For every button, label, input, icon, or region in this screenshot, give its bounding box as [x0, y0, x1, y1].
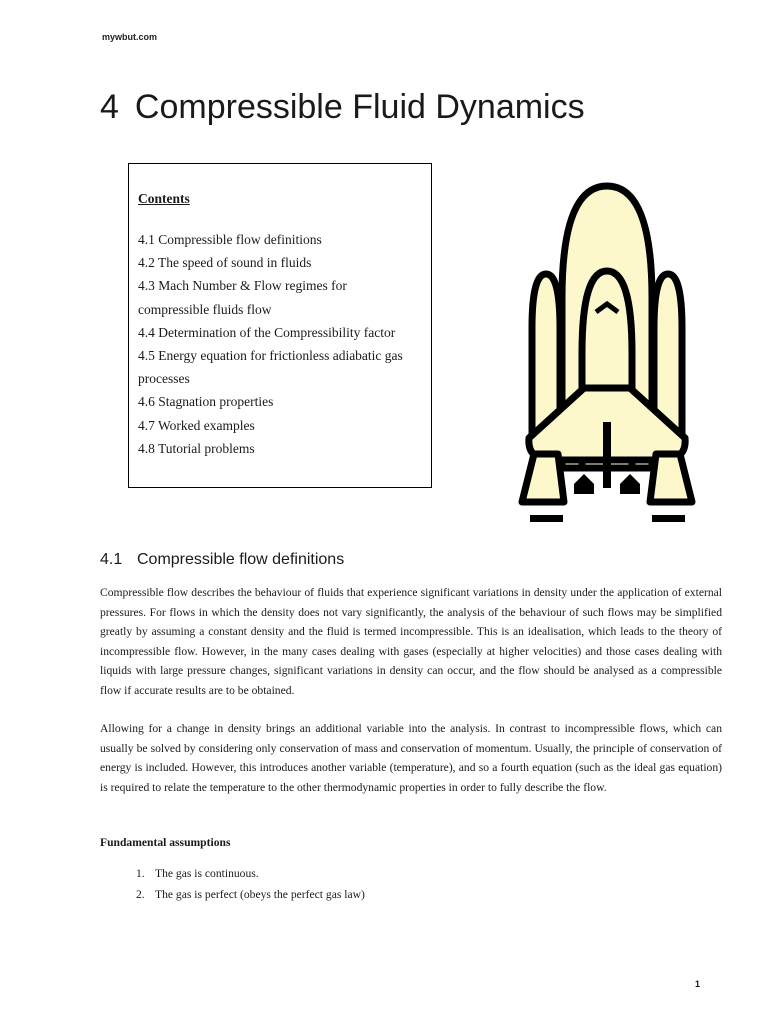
paragraph: Allowing for a change in density brings an additional variable into the analysis. In contrast to incompressible flows, which can usually be solved by considering only conservation of mass and conservation of momentum. Usually, the principle of conservation of energy is included. However, this introduces another variable (temperature), and so a fourth equation (such as the ideal gas equation) is required to relate the temperature to the other thermodynamic properties in order to fully describe the flow.	[100, 722, 722, 794]
subheading: Fundamental assumptions	[100, 836, 231, 849]
list-item	[136, 885, 365, 906]
chapter-number: 4	[100, 88, 119, 126]
contents-item: compressible fluids flow	[138, 301, 272, 317]
contents-box	[128, 163, 432, 488]
page-number: 1	[695, 979, 701, 989]
space-shuttle-icon	[512, 178, 702, 528]
contents-heading: Contents	[138, 191, 190, 206]
contents-item: 4.2 The speed of sound in fluids	[138, 255, 312, 271]
contents-list	[138, 228, 419, 460]
site-name: mywbut.com	[102, 32, 158, 42]
contents-item: 4.5 Energy equation for frictionless adiabatic gas	[138, 348, 403, 364]
chapter-title-text: Compressible Fluid Dynamics	[134, 88, 585, 126]
list-item-number: 1.	[136, 867, 145, 880]
contents-item: 4.6 Stagnation properties	[138, 394, 274, 410]
list-item	[136, 864, 365, 885]
contents-item: 4.7 Worked examples	[138, 417, 255, 433]
list-item-text: The gas is perfect (obeys the perfect gas law)	[155, 887, 365, 901]
list-item-number: 2.	[136, 887, 145, 901]
contents-item: 4.3 Mach Number & Flow regimes for	[138, 278, 347, 294]
chapter-title	[100, 88, 585, 127]
contents-item: 4.1 Compressible flow definitions	[138, 232, 322, 247]
section-number: 4.1	[100, 551, 123, 568]
contents-item: 4.8 Tutorial problems	[138, 440, 255, 456]
section-heading	[100, 551, 344, 569]
section-title: Compressible flow definitions	[137, 551, 345, 568]
contents-item: 4.4 Determination of the Compressibility factor	[138, 324, 396, 340]
contents-item: processes	[138, 371, 190, 387]
list-item-text: The gas is continuous.	[155, 867, 259, 880]
assumptions-list	[136, 864, 365, 905]
paragraph: Compressible flow describes the behaviour of fluids that experience significant variations in density under the application of external pressures. For flows in which the density does not vary significantly, the analysis of the behaviour of such flows may be simplified greatly by assuming a constant density and the fluid is termed incompressible. This is an idealisation, which leads to the theory of incompressible flow. However, in the many cases dealing with gases (especially at higher velocities) and those cases dealing with liquids with large pressure changes, significant variations in density can occur, and the flow should be analysed as a compressible flow if accurate results are to be obtained.	[100, 586, 722, 697]
